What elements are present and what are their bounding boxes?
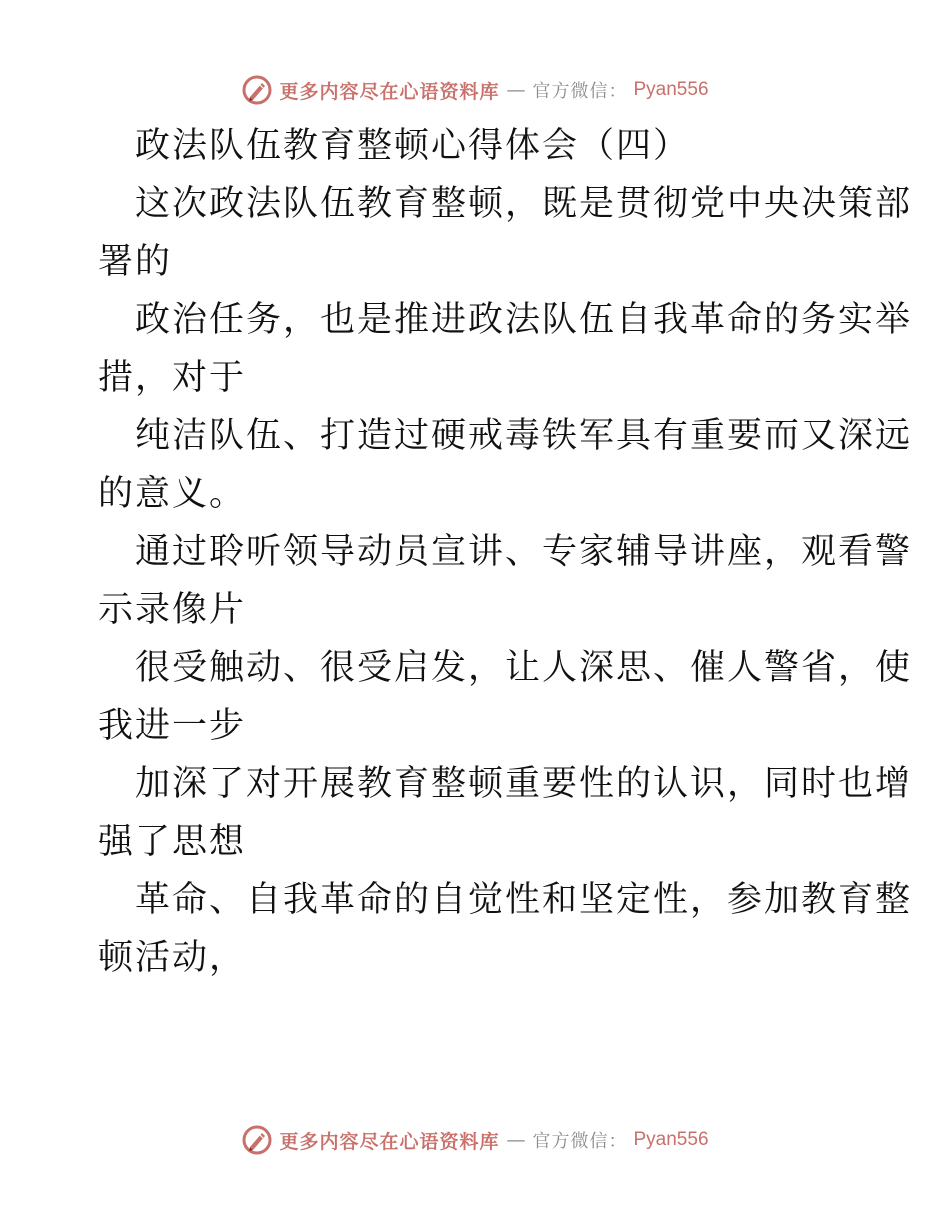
text-line: 署的: [98, 242, 173, 282]
pen-logo-icon: [241, 1124, 273, 1156]
text-line: 我进一步: [98, 706, 247, 746]
text-line: 很受触动、很受启发，让人深思、催人警省，使: [135, 648, 913, 688]
text-line: 政治任务，也是推进政法队伍自我革命的务实举: [135, 300, 913, 340]
text-line: 措，对于: [98, 358, 247, 398]
text-line: 示录像片: [98, 590, 247, 630]
text-line: 的意义。: [98, 474, 247, 514]
text-line: 这次政法队伍教育整顿，既是贯彻党中央决策部: [135, 184, 913, 224]
banner-dash: —: [506, 1129, 526, 1151]
pen-logo-icon: [241, 74, 273, 106]
text-line: 纯洁队伍、打造过硬戒毒铁军具有重要而又深远: [135, 416, 913, 456]
banner-subtitle: 官方微信：: [532, 1131, 628, 1152]
text-line: 通过聆听领导动员宣讲、专家辅导讲座，观看警: [135, 532, 913, 572]
text-line: 强了思想: [98, 822, 247, 862]
banner-title: 更多内容尽在心语资料库: [279, 1130, 500, 1153]
text-line: 顿活动，: [98, 938, 247, 978]
banner-title: 更多内容尽在心语资料库: [279, 80, 500, 103]
banner-dash: —: [506, 79, 526, 101]
header-banner: [0, 70, 950, 110]
banner-subtitle: 官方微信：: [532, 81, 628, 102]
document-body: [98, 117, 913, 987]
footer-banner: [0, 1120, 950, 1160]
banner-wechat-id: Pyan556: [633, 1129, 709, 1150]
text-line: 加深了对开展教育整顿重要性的认识，同时也增: [135, 764, 913, 804]
banner-wechat-id: Pyan556: [633, 79, 709, 100]
text-line: 革命、自我革命的自觉性和坚定性，参加教育整: [135, 880, 913, 920]
document-title: 政法队伍教育整顿心得体会（四）: [135, 126, 691, 166]
